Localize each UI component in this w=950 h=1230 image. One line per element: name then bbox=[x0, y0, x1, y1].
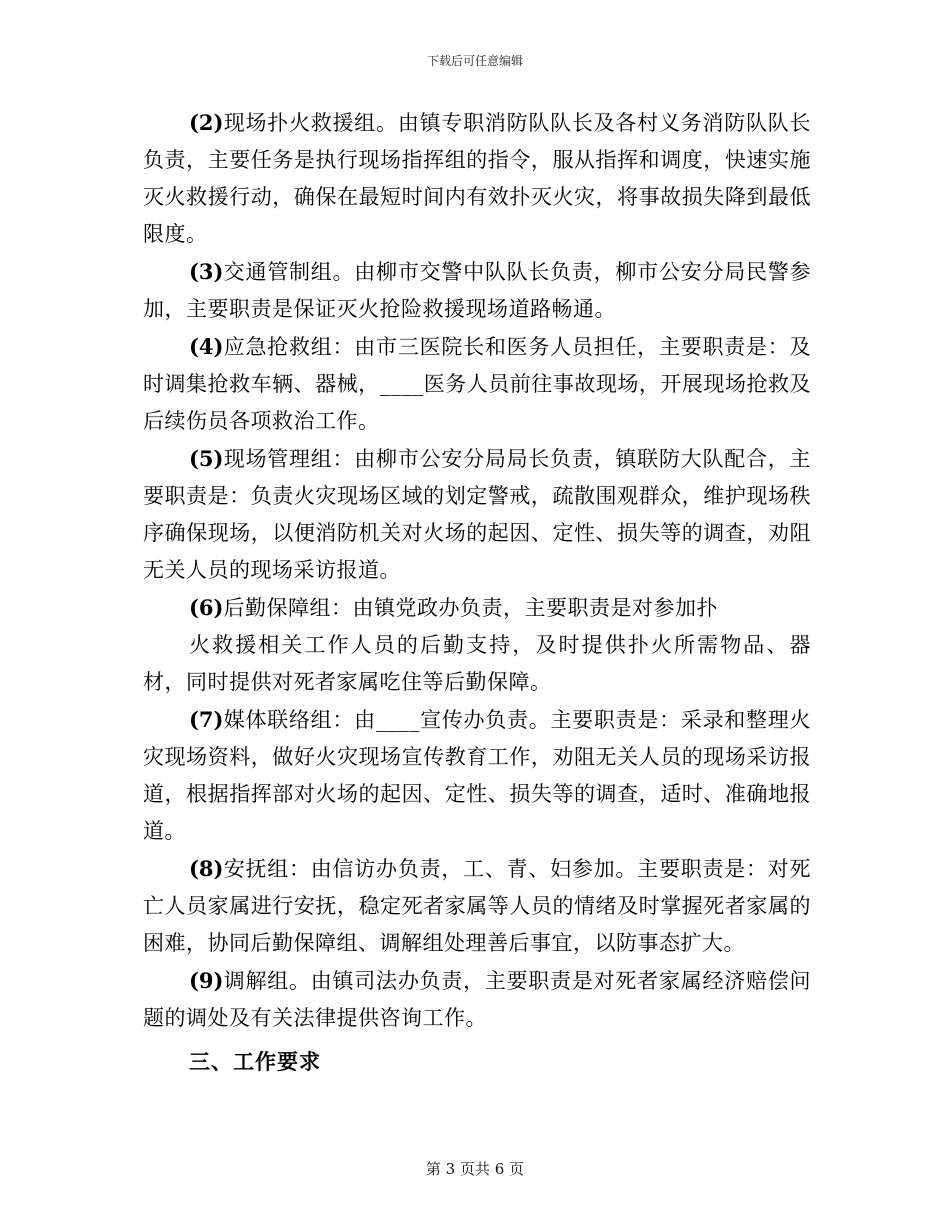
paragraph-6 bbox=[143, 589, 811, 627]
document-body bbox=[143, 104, 811, 1080]
paragraph-text: 火救援相关工作人员的后勤支持，及时提供扑火所需物品、器材，同时提供对死者家属吃住等后勤保障。 bbox=[143, 633, 811, 694]
paragraph-2 bbox=[143, 104, 811, 253]
page-header: 下载后可任意编辑 bbox=[426, 54, 523, 68]
item-number: (9) bbox=[189, 968, 224, 993]
paragraph-text: 安抚组：由信访办负责，工、青、妇参加。主要职责是：对死亡人员家属进行安抚，稳定死者家属等人员的情绪及时掌握死者家属的困难，协同后勤保障组、调解组处理善后事宜，以防事态扩大。 bbox=[143, 857, 811, 955]
paragraph-text: 交通管制组。由柳市交警中队队长负责，柳市公安分局民警参加，主要职责是保证灭火抢险救援现场道路畅通。 bbox=[143, 260, 811, 321]
item-number: (3) bbox=[189, 259, 224, 284]
paragraph-8 bbox=[143, 850, 811, 962]
paragraph-9 bbox=[143, 962, 811, 1037]
page-footer: 第 3 页共 6 页 bbox=[425, 1160, 525, 1178]
paragraph-6-continuation-first bbox=[143, 627, 811, 701]
paragraph-7 bbox=[143, 701, 811, 850]
paragraph-text: 现场扑火救援组。由镇专职消防队队长及各村义务消防队队长负责，主要任务是执行现场指挥组的指令，服从指挥和调度，快速实施灭火救援行动，确保在最短时间内有效扑灭火灾，将事故损失降到最低限度。 bbox=[143, 111, 811, 246]
paragraph-text: 媒体联络组：由____宣传办负责。主要职责是：采录和整理火灾现场资料，做好火灾现场宣传教育工作，劝阻无关人员的现场采访报道，根据指挥部对火场的起因、定性、损失等的调查，适时、准确地报道。 bbox=[143, 708, 811, 843]
paragraph-text: 现场管理组：由柳市公安分局局长负责，镇联防大队配合，主要职责是：负责火灾现场区域的划定警戒，疏散围观群众，维护现场秩序确保现场，以便消防机关对火场的起因、定性、损失等的调查，劝阻无关人员的现场采访报道。 bbox=[143, 447, 811, 582]
item-number: (4) bbox=[189, 334, 224, 359]
paragraph-3 bbox=[143, 253, 811, 328]
item-number: (6) bbox=[189, 595, 224, 620]
section-heading: 三、工作要求 bbox=[189, 1049, 321, 1074]
item-number: (7) bbox=[189, 707, 224, 732]
paragraph-4 bbox=[143, 328, 811, 440]
paragraph-text: 后勤保障组：由镇党政办负责，主要职责是对参加扑 bbox=[223, 596, 718, 620]
paragraph-text: 调解组。由镇司法办负责，主要职责是对死者家属经济赔偿问题的调处及有关法律提供咨询工作。 bbox=[143, 969, 811, 1030]
paragraph-5 bbox=[143, 440, 811, 589]
item-number: (2) bbox=[189, 110, 224, 135]
item-number: (8) bbox=[189, 856, 224, 881]
item-number: (5) bbox=[189, 446, 224, 471]
paragraph-text: 应急抢救组：由市三医院长和医务人员担任，主要职责是：及时调集抢救车辆、器械，____医务人员前往事故现场，开展现场抢救及后续伤员各项救治工作。 bbox=[143, 335, 811, 433]
